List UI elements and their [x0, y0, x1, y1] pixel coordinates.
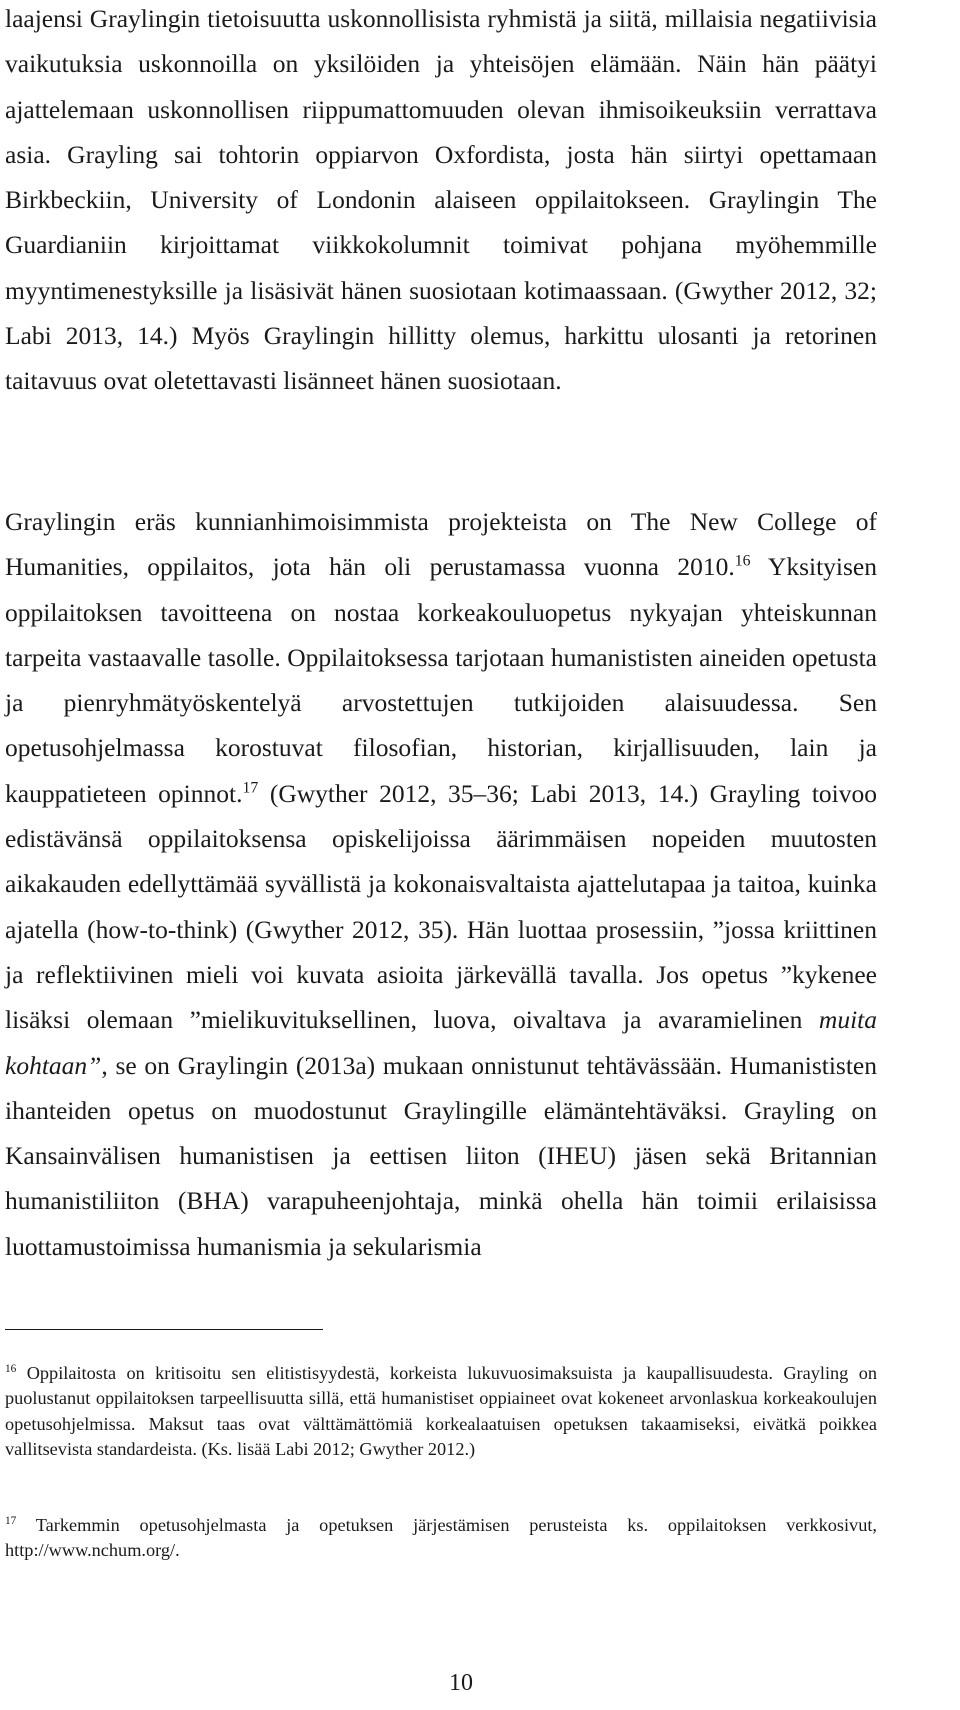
body-paragraph: laajensi Graylingin tietoisuutta uskonnollisista ryhmistä ja siitä, millaisia negatiivisia vaikutuksia uskonnoilla on yksilöiden ja yhteisöjen elämään. Näin hän päätyi ajattelemaan uskonnollisen riippumattomuuden olevan ihmisoikeuksiin verrattava asia. Grayling sai tohtorin oppiarvon Oxfordista, josta hän siirtyi opettamaan Birkbeckiin, University of Londonin alaiseen oppilaitokseen. Graylingin The Guardianiin kirjoittamat viikkokolumnit toimivat pohjana myöhemmille myyntimenestyksille ja lisäsivät hänen suosiotaan kotimaassaan. (Gwyther 2012, 32; Labi 2013, 14.) Myös Graylingin hillitty olemus, harkittu ulosanti ja retorinen taitavuus ovat oletettavasti lisänneet hänen suosiotaan.	[5, 4, 877, 396]
footnote-text: Tarkemmin opetusohjelmasta ja opetuksen järjestämisen perusteista ks. oppilaitoksen verkkosivut, http://www.nchum.org/.	[5, 1515, 877, 1561]
paragraph-text: Graylingin eräs kunnianhimoisimmista projekteista on The New College of Humanities, oppilaitos, jota hän oli perustamassa vuonna 2010.	[5, 507, 877, 582]
body-paragraph	[5, 499, 877, 1269]
footnote-number: 17	[5, 1514, 17, 1527]
footnote-separator	[5, 1329, 323, 1330]
footnote-text: Oppilaitosta on kritisoitu sen elitistisyydestä, korkeista lukuvuosimaksuista ja kaupallisuudesta. Grayling on puolustanut oppilaitoksen tarpeellisuutta sillä, että humanistiset oppiaineet ovat kokeneet arvonlaskua korkeakoulujen opetusohjelmissa. Maksut taas ovat välttämättömiä korkealaatuisen opetuksen takaamiseksi, eivätkä poikkea vallitsevista standardeista. (Ks. lisää Labi 2012; Gwyther 2012.)	[5, 1363, 877, 1460]
italic-quote: muita kohtaan”	[5, 1005, 877, 1080]
paragraph-text: Yksityisen oppilaitoksen tavoitteena on nostaa korkeakouluopetus nykyajan yhteiskunnan tarpeita vastaavalle tasolle. Oppilaitoksessa tarjotaan humanististen aineiden opetusta ja pienryhmätyöskentelyä arvostettujen tutkijoiden alaisuudessa. Sen opetusohjelmassa korostuvat filosofian, historian, kirjallisuuden, lain ja kauppatieteen opinnot.	[5, 552, 877, 808]
footnote-reference: 16	[734, 552, 751, 570]
footnote	[5, 1513, 877, 1564]
paragraph-text: , se on Graylingin (2013a) mukaan onnistunut tehtävässään. Humanististen ihanteiden opetus on muodostunut Graylingille elämäntehtäväksi. Grayling on Kansainvälisen humanistisen ja eettisen liiton (IHEU) jäsen sekä Britannian humanistiliiton (BHA) varapuheenjohtaja, minkä ohella hän toimii erilaisissa luottamustoimissa humanismia ja sekularismia	[5, 1050, 877, 1261]
footnote	[5, 1361, 877, 1463]
footnote-number: 16	[5, 1362, 17, 1375]
page-number: 10	[449, 1670, 473, 1696]
paragraph-text: (Gwyther 2012, 35–36; Labi 2013, 14.) Grayling toivoo edistävänsä oppilaitoksensa opiskelijoissa äärimmäisen nopeiden muutosten aikakauden edellyttämää syvällistä ja kokonaisvaltaista ajattelutapaa ja taitoa, kuinka ajatella (how-to-think) (Gwyther 2012, 35). Hän luottaa prosessiin, ”jossa kriittinen ja reflektiivinen mieli voi kuvata asioita järkevällä tavalla. Jos opetus ”kykenee lisäksi olemaan ”mielikuvituksellinen, luova, oivaltava ja avaramielinen	[5, 778, 878, 1035]
footnote-reference: 17	[242, 779, 259, 797]
